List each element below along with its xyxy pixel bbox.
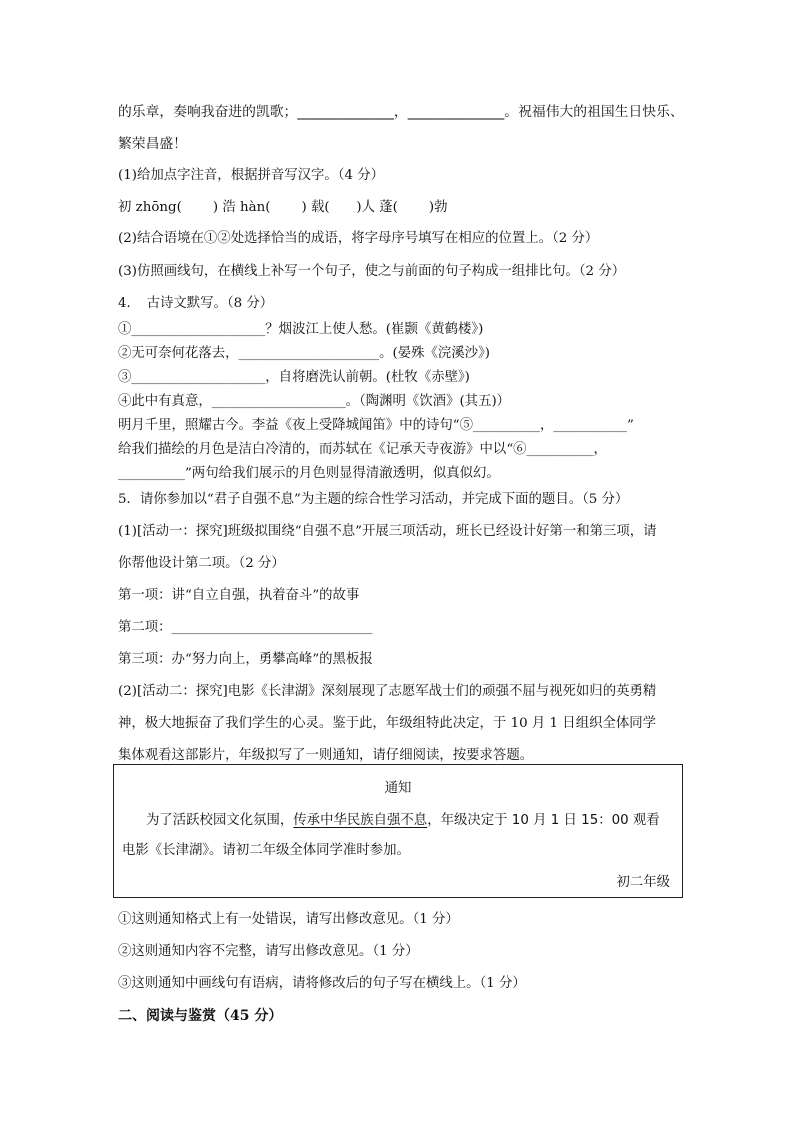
question-1-2: (2)结合语境在①②处选择恰当的成语，将字母序号填写在相应的位置上。（2 分）: [118, 231, 599, 246]
question-1-1: (1)给加点字注音，根据拼音写汉字。（4 分）: [118, 168, 385, 183]
poem-line-5: 明月千里，照耀古今。李益《夜上受降城闻笛》中的诗句“⑤__________，___________”: [118, 418, 634, 433]
notice-text: 为了活跃校园文化氛围，: [146, 813, 294, 828]
poem-line-1: ①____________________？烟波江上使人愁。(崔颢《黄鹤楼》): [118, 322, 484, 337]
activity-2: (2)[活动二：探究]电影《长津湖》深刻展现了志愿军战士们的顽强不屈与视死如归的英勇精: [118, 684, 657, 699]
notice-body-line-1: [146, 811, 660, 831]
activity-2-cont: 神，极大地振奋了我们学生的心灵。鉴于此，年级组特此决定，于 10 月 1 日组织全体同学: [118, 716, 657, 731]
item-2: 第二项：______________________________: [118, 620, 373, 635]
question-1-3: (3)仿照画线句，在横线上补写一个句子，使之与前面的句子构成一组排比句。（2 分）: [118, 264, 626, 279]
activity-2-cont: 集体观看这部影片，年级拟写了一则通知，请仔细阅读，按要求答题。: [118, 748, 534, 763]
notice-signature: 初二年级: [616, 875, 670, 890]
text-line: 的乐章，奏响我奋进的凯歌；______________，______________。祝福伟大的祖国生日快乐、: [118, 104, 684, 120]
poem-line-4: ④此中有真意，____________________。（陶渊明《饮酒》(其五)）: [118, 394, 511, 409]
pinyin-line: 初 zhōng( ) 浩 hàn( ) 载( )人 蓬( )勃: [118, 200, 448, 215]
activity-1-cont: 你帮他设计第二项。（2 分）: [118, 556, 285, 571]
sub-question-2: ②这则通知内容不完整，请写出修改意见。（1 分）: [118, 944, 419, 959]
question-5-heading: 5．请你参加以“君子自强不息”为主题的综合性学习活动，并完成下面的题目。（5 分）: [118, 492, 629, 507]
item-3: 第三项：办“努力向上，勇攀高峰”的黑板报: [118, 652, 373, 667]
section-2-heading: 二、阅读与鉴赏（45 分）: [118, 1008, 283, 1024]
text-line: 繁荣昌盛！: [118, 136, 187, 152]
activity-1: (1)[活动一：探究]班级拟围绕“自强不息”开展三项活动，班长已经设计好第一和第三项，请: [118, 524, 657, 539]
notice-body-line-2: 电影《长津湖》。请初二年级全体同学准时参加。: [122, 843, 410, 858]
poem-line-3: ③____________________，自将磨洗认前朝。(杜牧《赤壁》): [118, 370, 470, 385]
sub-question-3: ③这则通知中画线句有语病，请将修改后的句子写在横线上。（1 分）: [118, 976, 526, 991]
notice-title: 通知: [384, 781, 412, 796]
question-4-heading: 4． 古诗文默写。（8 分）: [118, 296, 274, 311]
notice-box: [113, 764, 683, 898]
poem-line-2: ②无可奈何花落去，_____________________。(晏殊《浣溪沙》): [118, 346, 490, 361]
sub-question-1: ①这则通知格式上有一处错误，请写出修改意见。（1 分）: [118, 912, 459, 927]
poem-line-7: __________”两句给我们展示的月色则显得清澈透明，似真似幻。: [118, 466, 500, 481]
notice-underlined-sentence: 传承中华民族自强不息: [293, 813, 428, 828]
poem-line-6: 给我们描绘的月色是洁白冷清的，而苏轼在《记承天寺夜游》中以“⑥__________，: [118, 442, 607, 457]
item-1: 第一项：讲“自立自强，执着奋斗”的故事: [118, 588, 360, 603]
notice-text: ，年级决定于 10 月 1 日 15：00 观看: [427, 813, 660, 828]
